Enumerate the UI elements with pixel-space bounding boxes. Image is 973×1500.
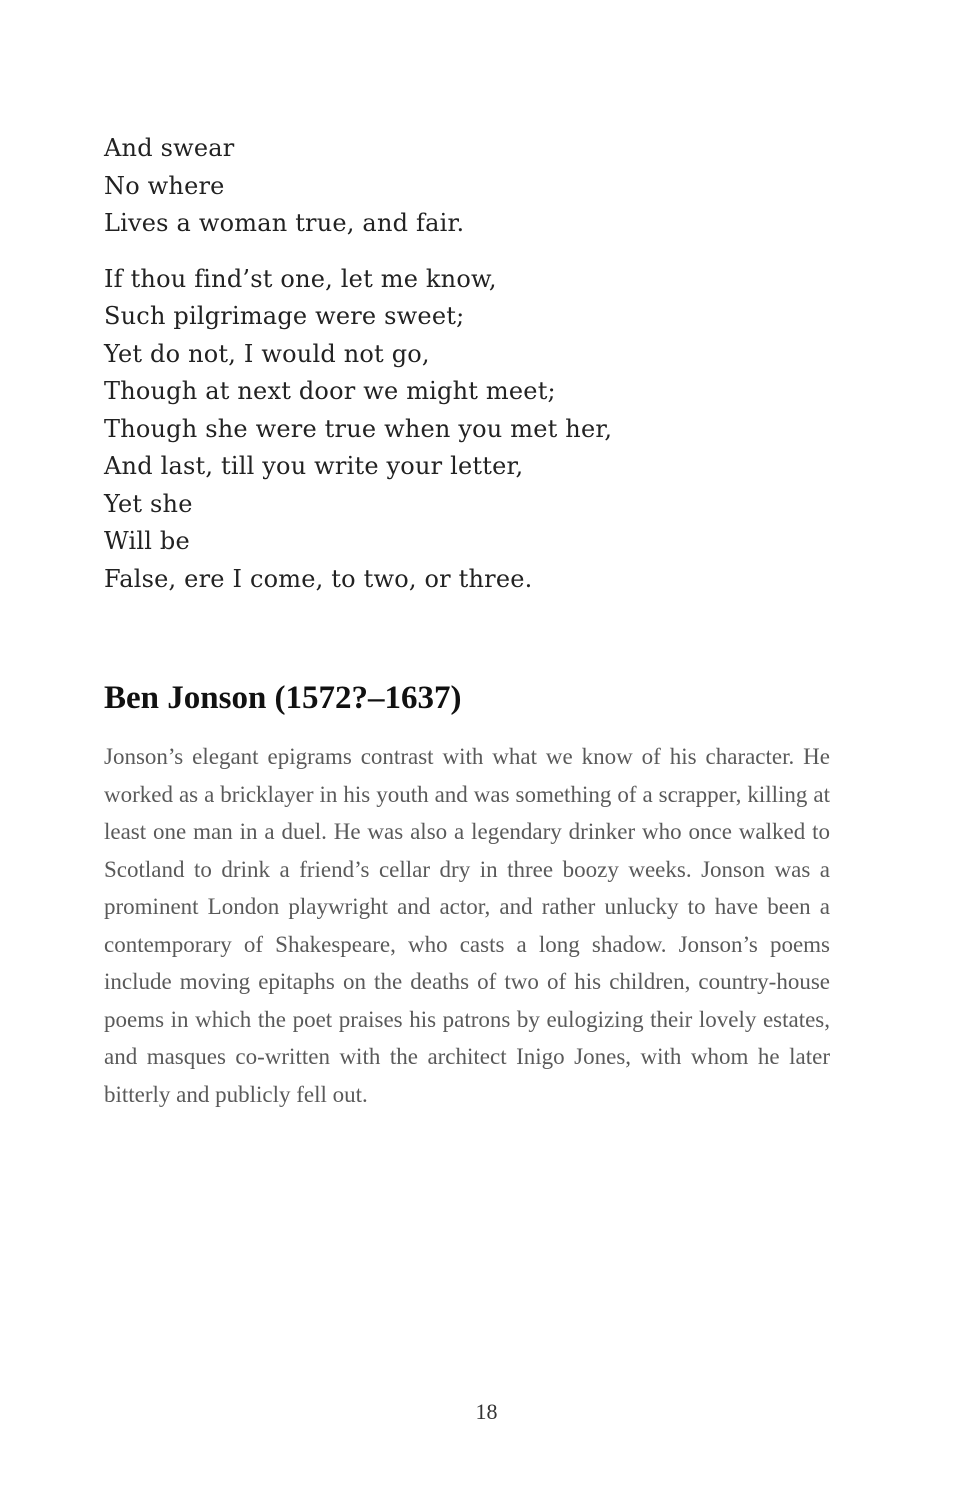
poem-excerpt	[104, 130, 824, 598]
poem-line: If thou find’st one, let me know,	[104, 264, 497, 293]
poem-line: No where	[104, 171, 225, 200]
poem-line: Such pilgrimage were sweet;	[104, 302, 465, 330]
poem-line: And swear	[104, 134, 235, 162]
poem-line: Though she were true when you met her,	[104, 414, 613, 443]
poem-line: Yet she	[104, 489, 193, 518]
page-number: 18	[475, 1399, 498, 1424]
poem-line: Yet do not, I would not go,	[104, 339, 430, 368]
poem-stanza	[104, 130, 824, 243]
poem-line: Lives a woman true, and fair.	[104, 209, 465, 237]
author-biography: Jonson’s elegant epigrams contrast with what we know of his character. He worked as a bricklayer in his youth and was something of a scrapper, killing at least one man in a duel. He was also a legendary drinker who once walked to Scotland to drink a friend’s cellar dry in three boozy weeks. Jonson was a prominent London playwright and actor, and rather unlucky to have been a contemporary of Shakespeare, who casts a long shadow. Jonson’s poems include moving epitaphs on the deaths of two of his children, country-house poems in which the poet praises his patrons by eulogizing their lovely estates, and masques co-written with the architect Inigo Jones, with whom he later bitterly and publicly fell out.	[104, 744, 830, 1107]
poem-line: False, ere I come, to two, or three.	[104, 564, 533, 593]
poem-line: And last, till you write your letter,	[104, 452, 524, 480]
poem-line: Though at next door we might meet;	[104, 377, 556, 405]
poem-stanza	[104, 261, 824, 599]
poem-line: Will be	[104, 527, 190, 555]
section-heading: Ben Jonson (1572?–1637)	[104, 680, 462, 716]
